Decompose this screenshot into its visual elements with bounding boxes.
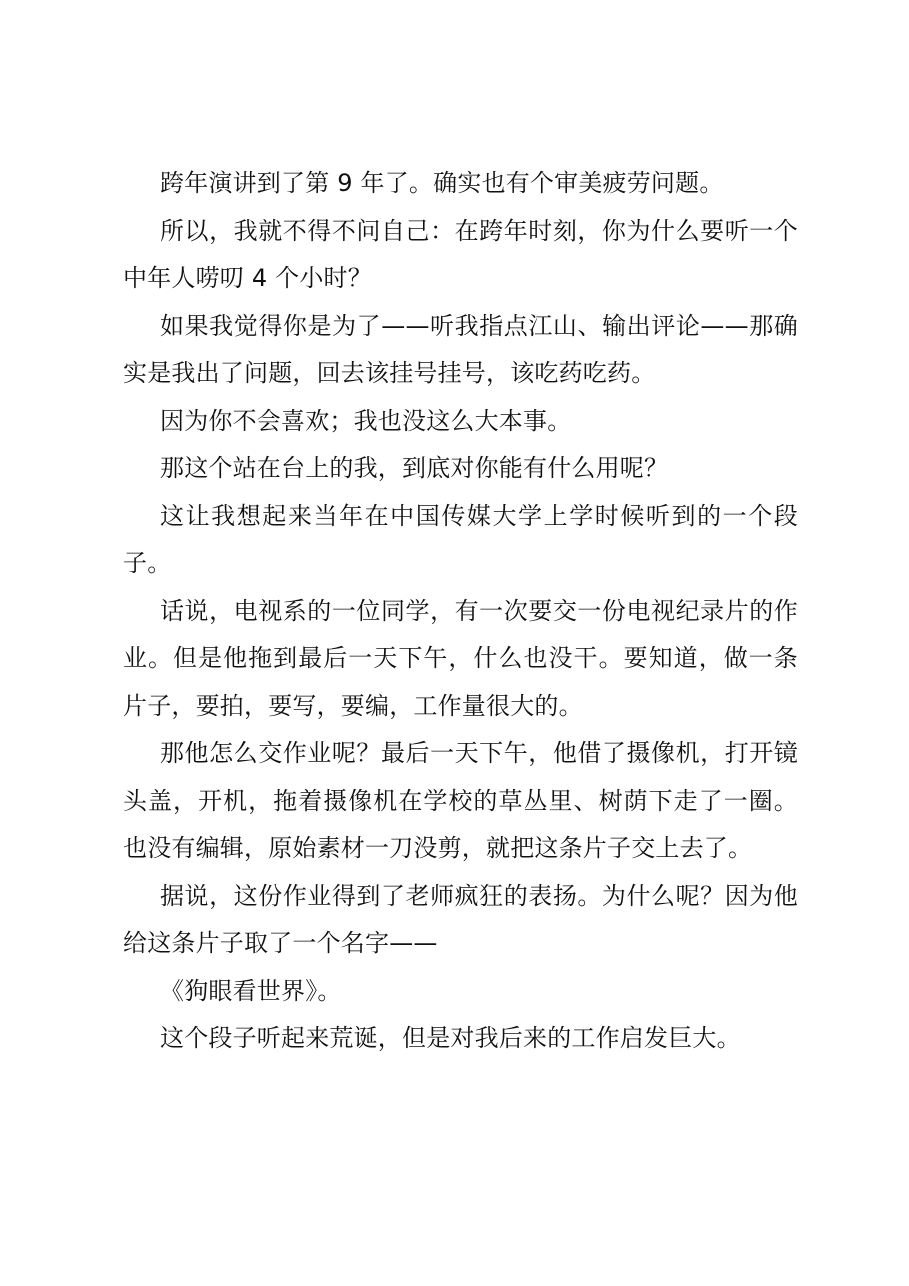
paragraph-3: 如果我觉得你是为了——听我指点江山、输出评论——那确实是我出了问题，回去该挂号挂号，该吃药吃药。 <box>123 311 798 387</box>
paragraph-6: 这让我想起来当年在中国传媒大学上学时候听到的一个段子。 <box>123 501 798 577</box>
paragraph-9: 据说，这份作业得到了老师疯狂的表扬。为什么呢？因为他给这条片子取了一个名字—— <box>123 881 798 957</box>
paragraph-5: 那这个站在台上的我，到底对你能有什么用呢？ <box>160 454 669 482</box>
paragraph-8: 那他怎么交作业呢？最后一天下午，他借了摄像机，打开镜头盖，开机，拖着摄像机在学校的草丛里、树荫下走了一圈。也没有编辑，原始素材一刀没剪，就把这条片子交上去了。 <box>123 739 798 862</box>
paragraph-11: 这个段子听起来荒诞，但是对我后来的工作启发巨大。 <box>160 1024 741 1052</box>
paragraph-1: 跨年演讲到了第 9 年了。确实也有个审美疲劳问题。 <box>160 169 724 197</box>
paragraph-4: 因为你不会喜欢；我也没这么大本事。 <box>160 406 572 435</box>
paragraph-2: 所以，我就不得不问自己：在跨年时刻，你为什么要听一个中年人唠叨 4 个小时？ <box>123 216 798 292</box>
book-title-line: 《狗眼看世界》。 <box>160 976 342 1005</box>
paragraph-7: 话说，电视系的一位同学，有一次要交一份电视纪录片的作业。但是他拖到最后一天下午，什么也没干。要知道，做一条片子，要拍，要写，要编，工作量很大的。 <box>123 596 798 720</box>
document-body <box>123 160 798 1063</box>
